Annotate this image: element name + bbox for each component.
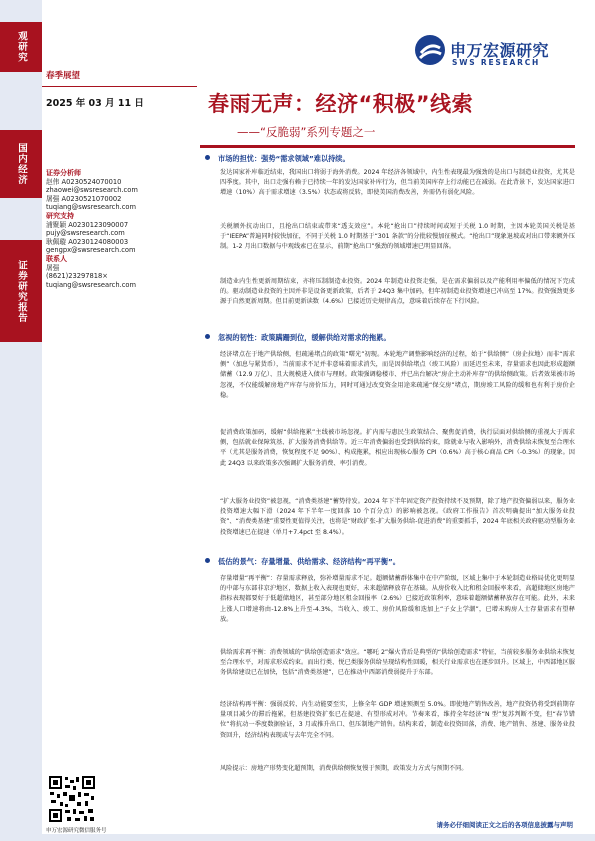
analyst-line[interactable]: tuqiang@swsresearch.com bbox=[46, 203, 137, 212]
analysts-block bbox=[46, 169, 196, 289]
wechat-qr-code-icon bbox=[48, 775, 96, 823]
contact-heading: 联系人 bbox=[46, 254, 67, 263]
section-heading: 忽视的韧性：政策蹒跚到位，缓解供给对需求的拖累。 bbox=[205, 333, 391, 343]
assistant-line: 浦聚颖 A0230123090007 bbox=[46, 220, 129, 229]
qr-caption: 申万宏源研究微信服务号 bbox=[46, 828, 107, 834]
bottom-band bbox=[0, 834, 595, 841]
report-subtitle: ——“反脆弱”系列专题之一 bbox=[237, 125, 376, 139]
season-divider bbox=[42, 86, 197, 87]
category-tab-macro: 观研究 bbox=[0, 22, 42, 72]
disclaimer-footer: 请务必仔细阅读正文之后的各项信息披露与声明 bbox=[436, 821, 573, 829]
logo-english-name: SWS RESEARCH bbox=[452, 58, 541, 67]
body-paragraph: 促消费政策加码，缓解“供给拖累”主线被市场忽视。扩内需与惠民生政策结合、聚焦促消费，执行层面对供给侧的重视大于需求侧，包括就业保障筑基、扩大服务消费供给等。近三年消费偏弱也受到供给约束，除就业与收入影响外，消费供给未恢复至合理水平（尤其是服务消费，恢复程度不足 90%）、构成拖累，相应出现核心服务 CPI（0.6%）高于核心商品 CPI（-0.3%）的现象。因此 24Q3 以来政策多次强调扩大服务消费、率引消费。 bbox=[220, 429, 575, 467]
left-side-band bbox=[0, 0, 42, 841]
report-title: 春雨无声：经济“积极”线索 bbox=[208, 92, 474, 116]
bullet-icon bbox=[205, 155, 210, 160]
body-paragraph: 关税额外抗动出口，且抢出口结束或带来“透支效应”。本轮“抢出口”持续时间或短于关税 1.0 时期，主因本轮美国关税是基于“IEEPA”普遍同时较快加征，不同于关税 1.0 时期基于“301 条款”的分批较慢加征模式。“抢出口”现象退坡或对出口带来额外压制。1-2 月出口数据与中观线索已在显示，前期“抢出口”强劲的领域增速已明显回落。 bbox=[220, 223, 575, 251]
body-paragraph: 制造业内生性更新周期结束，亦将压制制造业投资。2024 年制造业投资走强，是在需求偏弱以及产能利用率偏低的情况下完成的。驱动制造业投资的主因并非是设备更新政策，后者于 24Q3 集中加码，但年初制造业投资增速已冲高至 17%。投资强劲更多源于自然更新周期。但目前更新读数（4.6%）已接近历史规律高点，意味着后续存在下行风险。 bbox=[220, 278, 575, 306]
assistant-line: 耿佩璇 A0230124080003 bbox=[46, 237, 129, 246]
logo-chinese-name: 申万宏源研究 bbox=[450, 41, 550, 60]
body-paragraph: 经济结构再平衡：强弱反转、内生动能要至实，上修全年 GDP 增速预测至 5.0%。即使地产销售改善，地产投资仍将受到前期存量项目减少的滞后拖累，但基建投资扩张已在提速、有望形成对冲。节奏来看，维持全年经济“N 型”复苏判断不变，但“春节错位”将抗动一季度数据验证，3 月或推升出口、但压制地产销售。结构来看，制造业投资回落，消费、地产销售、基建、服务业投资回升，经济结构表现或与去年完全不同。 bbox=[220, 701, 575, 739]
contact-line: 屠强 bbox=[46, 263, 60, 272]
assistant-line[interactable]: gengpx@swsresearch.com bbox=[46, 246, 136, 255]
body-paragraph: 存量增量“再平衡”：存量需求释放，弥补增量需求不足。超额储蓄群体集中在中产阶级，区域上集中于本轮制造业格局优化更明显的中部与东部非京沪地区，数据上收入表现也更好，未来超储释放存在基础。从房价收入比和租金回报率来看，高超储地区房地产指标表现都要好于低超储地区，甚至部分地区租金回报率（2.6%）已接近政策利率，意味着超额储蓄释放存在可能。此外，未来上涨人口增速将由-12.8%上升至-4.3%，当收入、竣工、房价风险缓和迭加上“子女上学潮”，已增未购房人士存量需求有望释放。 bbox=[220, 575, 575, 623]
bullet-icon bbox=[205, 558, 210, 563]
analyst-line: 赵伟 A0230524070010 bbox=[46, 177, 122, 186]
analysts-heading: 证券分析师 bbox=[46, 169, 81, 177]
season-label: 春季展望 bbox=[46, 71, 81, 81]
analyst-line: 屠强 A0230521070002 bbox=[46, 194, 122, 203]
body-paragraph: 经济堵点在于地产供给侧，但疏通堵点的政策“曙光”初现。本轮地产调整影响经济的过程，始于“供给侧”（房企拉地）而非“需求侧”（加息与紧货币），当前需求不足并非意味着需求消失，而是因供给堵点（竣工风险）而延迟至未来，存量需求也因此形成超额储蓄（12.9 万亿）、且大规模进入债市与理财。政策强调稳楼市、并已出台解决“房企主动补库存”的供给侧政策。后者效果被市场忽视，不仅能缓解房地产库存与房价压力，同时可通过改变资金用途来疏通“保交房”堵点，期房竣工风险的缓和也有利于房价企稳。 bbox=[220, 351, 575, 399]
section-heading: 低估的景气：存量增量、供给需求、经济结构“再平衡”。 bbox=[205, 557, 400, 567]
sws-logo-icon bbox=[414, 34, 446, 66]
contact-line: (8621)23297818× bbox=[46, 272, 108, 281]
body-paragraph: “扩大服务业投资”被忽视，“消费类基建”蓄势待发。2024 年下半年固定资产投资持续不及预期，除了地产投资偏弱以来，服务业投资增速大幅下滑（2024 年下半年一度回落 10 个百分点）的影响被忽视。《政府工作报告》首次明确提出“加大服务业投资”、“消费类基建”重要性更值得关注，也将是“财政扩张-扩大服务供给-促进消费”的重要抓手，2024 年底相关政府驱动型服务业投资增速已在提速（单月+7.4pct 至 8.4%）。 bbox=[220, 498, 575, 536]
category-tab-securities-research-report: 证券研究报告 bbox=[0, 240, 42, 342]
body-paragraph: 供给需求再平衡：消费领域的“供给创造需求”效应。“哪吒 2”爆火背后是典型的“供给创造需求”特征，当前较多服务业供给未恢复至合理水平，对需求形成约束。而出行类、悦已类服务供给呈现结构性回暖，相关行业需求也在逐步回升。区域上，中西部地区服务供给建设已在加快，包括“消费类基建”，已在推动中西部消费弱提升于东部。 bbox=[220, 649, 575, 677]
report-date: 2025 年 03 月 11 日 bbox=[46, 98, 144, 109]
risk-warning: 风险提示：房地产形势变化超预期，消费供给侧恢复慢于预期，政策发力方式与预期不同。 bbox=[220, 765, 468, 772]
assistants-heading: 研究支持 bbox=[46, 211, 74, 220]
category-tab-domestic-economy: 国内经济 bbox=[0, 130, 42, 198]
contact-line[interactable]: tuqiang@swsresearch.com bbox=[46, 280, 137, 289]
assistant-line[interactable]: pujy@swsresearch.com bbox=[46, 229, 125, 238]
analyst-line[interactable]: zhaowei@swsresearch.com bbox=[46, 186, 138, 195]
section-heading: 市场的担忧：强势“需求领域”难以持续。 bbox=[205, 154, 350, 164]
body-paragraph: 发达国家补库临近结束，我国出口将弱于海外消费。2024 年经济各领域中，内生性表现最为强劲的是出口与制造业投资，尤其是四季度。其中，出口走强有赖于已持续一年的发达国家补库行为，但当前美国库存上行动能已在减弱。在此背景下，发达国家进口增速（10%）高于需求增速（3.5%）状态或将反转，即使美国消费改善，外需仍有弱化风险。 bbox=[220, 169, 575, 197]
title-underline bbox=[200, 145, 575, 148]
bullet-icon bbox=[205, 334, 210, 339]
